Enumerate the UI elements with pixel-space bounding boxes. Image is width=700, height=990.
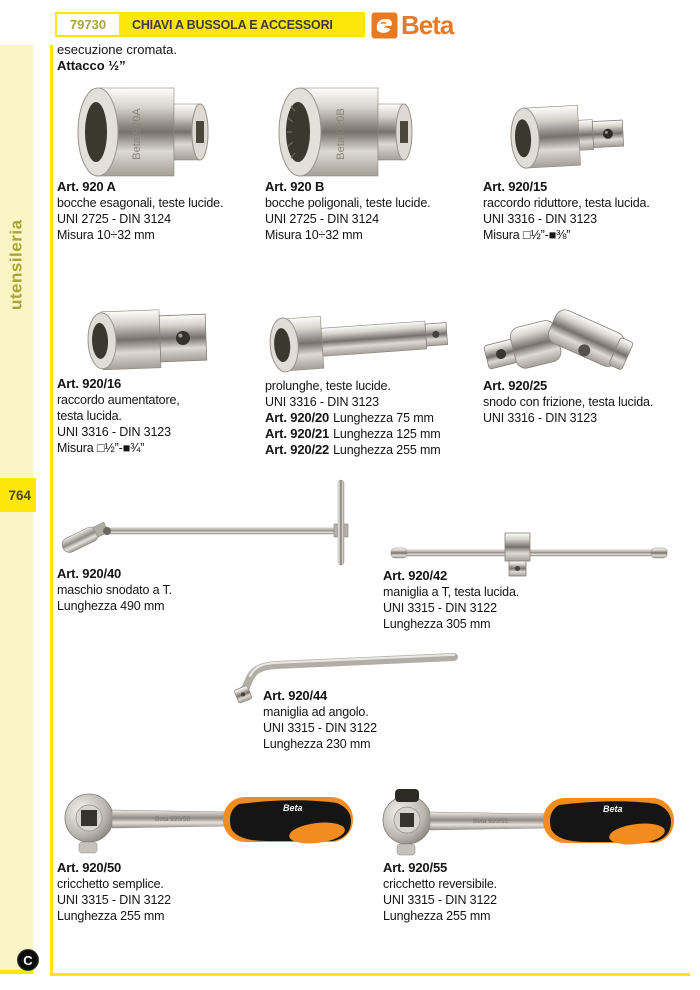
bottom-border-line (50, 973, 690, 976)
svg-text:Beta 920/55: Beta 920/55 (473, 818, 509, 825)
art-number: Art. 920/15 (483, 179, 548, 194)
corner-c-mark: C (17, 949, 39, 971)
art-number: Art. 920 A (57, 179, 116, 194)
product-text-920-55 (383, 860, 598, 924)
desc-line: maschio snodato a T. (57, 583, 172, 597)
art-number: Art. 920/20 (265, 410, 330, 425)
desc-line: testa lucida. (57, 409, 122, 423)
variant-desc: Lunghezza 255 mm (333, 443, 441, 457)
product-text-920-44 (263, 688, 478, 752)
product-text-920-42 (383, 568, 598, 632)
product-text-920-50 (57, 860, 272, 924)
product-photo-920-55 (373, 785, 678, 863)
art-number: Art. 920/21 (265, 426, 330, 441)
product-text-920b (265, 179, 480, 243)
variant-desc: Lunghezza 75 mm (333, 411, 434, 425)
sidebar-vertical-label: utensileria (6, 219, 26, 311)
desc-line: UNI 3316 - DIN 3123 (265, 395, 379, 409)
desc-line: Misura 10÷32 mm (57, 228, 155, 242)
art-number: Art. 920/42 (383, 568, 448, 583)
desc-line: raccordo aumentatore, (57, 393, 180, 407)
product-photo-prolunga (258, 296, 453, 384)
desc-line: UNI 2725 - DIN 3124 (57, 212, 171, 226)
art-number: Art. 920/50 (57, 860, 122, 875)
product-photo-920-50 (55, 785, 357, 863)
product-text-920-25 (483, 378, 698, 426)
art-number: Art. 920/44 (263, 688, 328, 703)
desc-line: Misura □½”-■¾” (57, 441, 145, 455)
product-photo-920a (68, 84, 228, 180)
variant-line (265, 442, 480, 458)
desc-line: UNI 3315 - DIN 3122 (383, 893, 497, 907)
intro-line-1: esecuzione cromata. (57, 42, 177, 57)
svg-text:Beta: Beta (283, 803, 303, 813)
svg-text:Beta 920B: Beta 920B (335, 108, 347, 160)
left-border-line (50, 45, 53, 976)
desc-line: maniglia ad angolo. (263, 705, 369, 719)
desc-line: Lunghezza 230 mm (263, 737, 371, 751)
variant-line (265, 410, 480, 426)
desc-line: UNI 3315 - DIN 3122 (383, 601, 497, 615)
page-number-badge: 764 (0, 478, 36, 512)
desc-line: prolunghe, teste lucide. (265, 379, 391, 393)
variant-line (265, 426, 480, 442)
desc-line: maniglia a T, testa lucida. (383, 585, 520, 599)
product-photo-920b (268, 84, 433, 180)
art-number: Art. 920/16 (57, 376, 122, 391)
desc-line: UNI 3315 - DIN 3122 (263, 721, 377, 735)
product-text-920-40 (57, 566, 272, 614)
desc-line: UNI 3316 - DIN 3123 (57, 425, 171, 439)
desc-line: Misura □½”-■⅜” (483, 228, 571, 242)
desc-line: Lunghezza 305 mm (383, 617, 491, 631)
desc-line: Misura 10÷32 mm (265, 228, 363, 242)
desc-line: Lunghezza 255 mm (383, 909, 491, 923)
art-number: Art. 920/22 (265, 442, 330, 457)
page-title: CHIAVI A BUSSOLA E ACCESSORI (121, 12, 365, 37)
product-text-920a (57, 179, 272, 243)
product-photo-920-15 (487, 94, 645, 178)
desc-line: Lunghezza 490 mm (57, 599, 165, 613)
desc-line: cricchetto semplice. (57, 877, 164, 891)
desc-line: bocche esagonali, teste lucide. (57, 196, 224, 210)
art-number: Art. 920 B (265, 179, 325, 194)
intro-line-2: Attacco ½” (57, 58, 126, 73)
product-photo-920-25 (477, 296, 645, 380)
desc-line: Lunghezza 255 mm (57, 909, 165, 923)
desc-line: UNI 3316 - DIN 3123 (483, 212, 597, 226)
brand-logo (371, 10, 453, 40)
product-text-920-16 (57, 376, 272, 456)
product-photo-920-16 (72, 300, 237, 378)
desc-line: cricchetto reversibile. (383, 877, 497, 891)
product-photo-920-40 (55, 475, 365, 570)
brand-wordmark: Beta (401, 10, 454, 40)
desc-line: bocche poligonali, teste lucide. (265, 196, 431, 210)
product-text-prolunghe (265, 378, 480, 458)
art-number: Art. 920/40 (57, 566, 122, 581)
variant-desc: Lunghezza 125 mm (333, 427, 441, 441)
svg-text:Beta 920/50: Beta 920/50 (155, 816, 191, 823)
desc-line: UNI 2725 - DIN 3124 (265, 212, 379, 226)
intro-text (57, 42, 177, 74)
svg-text:Beta 920A: Beta 920A (131, 108, 143, 160)
art-number: Art. 920/25 (483, 378, 548, 393)
art-number: Art. 920/55 (383, 860, 448, 875)
desc-line: raccordo riduttore, testa lucida. (483, 196, 650, 210)
product-text-920-15 (483, 179, 698, 243)
svg-text:Beta: Beta (603, 804, 623, 814)
desc-line: UNI 3316 - DIN 3123 (483, 411, 597, 425)
desc-line: UNI 3315 - DIN 3122 (57, 893, 171, 907)
desc-line: snodo con frizione, testa lucida. (483, 395, 654, 409)
beta-logo-icon (371, 12, 398, 39)
catalog-code-box: 79730 (55, 12, 121, 37)
